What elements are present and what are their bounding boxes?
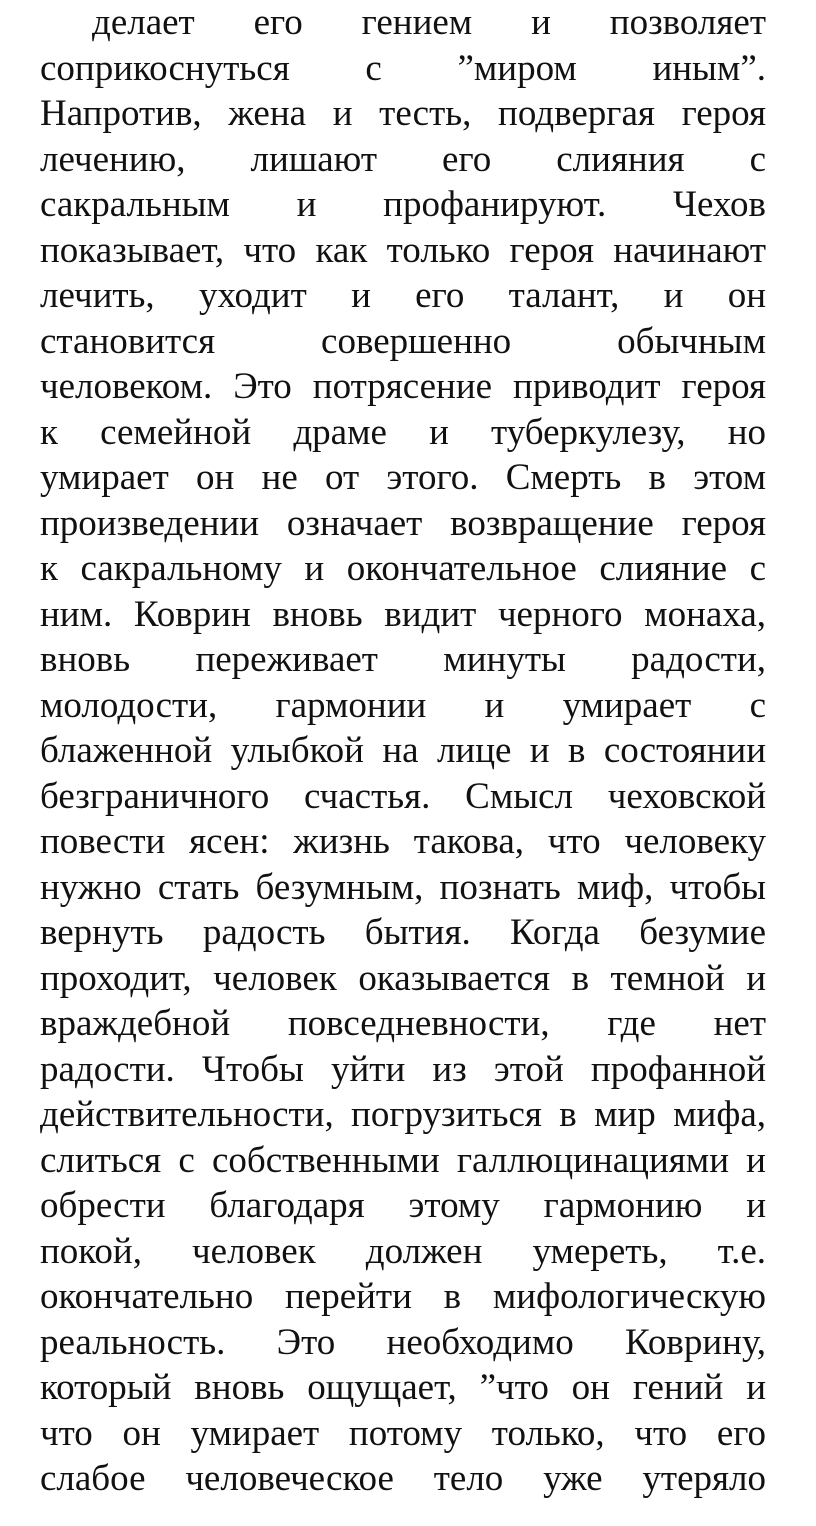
text-line: человеком. Это потрясение приводит героя (40, 366, 766, 407)
text-line: что он умирает потому только, что его (40, 1412, 766, 1454)
text-line: сакральным и профанируют. Чехов (40, 184, 766, 225)
text-line: враждебной повседневности, где нет (40, 1003, 766, 1044)
text-line: становится совершенно обычным (40, 320, 766, 362)
text-line: молодости, гармонии и умирает с (40, 684, 766, 726)
paragraph (40, 0, 766, 1502)
text-line: к семейной драме и туберкулезу, но (40, 411, 766, 453)
text-line: к сакральному и окончательное слияние с (40, 548, 766, 589)
text-line: безграничного счастья. Смысл чеховской (40, 775, 766, 817)
text-line: Напротив, жена и тесть, подвергая героя (40, 93, 766, 134)
text-line: покой, человек должен умереть, т.е. (40, 1230, 766, 1272)
text-line: радости. Чтобы уйти из этой профанной (40, 1048, 766, 1090)
text-line: слабое человеческое тело уже утеряло (40, 1458, 766, 1499)
text-line: ним. Коврин вновь видит черного монаха, (40, 593, 766, 635)
text-line: слиться с собственными галлюцинациями и (40, 1139, 766, 1181)
text-line: проходит, человек оказывается в темной и (40, 957, 766, 999)
text-line: действительности, погрузиться в мир мифа, (40, 1094, 766, 1135)
text-line: делает его гением и позволяет (92, 2, 766, 43)
text-line: показывает, что как только героя начинают (40, 229, 766, 271)
text-line: соприкоснуться с ”миром иным”. (40, 47, 766, 89)
text-line: лечить, уходит и его талант, и он (40, 275, 766, 316)
text-line: который вновь ощущает, ”что он гений и (40, 1367, 766, 1408)
text-line: нужно стать безумным, познать миф, чтобы (40, 866, 766, 908)
text-line: лечению, лишают его слияния с (40, 138, 766, 180)
text-line: вернуть радость бытия. Когда безумие (40, 912, 766, 953)
text-line: умирает он не от этого. Смерть в этом (40, 457, 766, 498)
text-line: обрести благодаря этому гармонию и (40, 1185, 766, 1226)
text-line: блаженной улыбкой на лице и в состоянии (40, 730, 766, 771)
text-line: окончательно перейти в мифологическую (40, 1276, 766, 1317)
text-line: вновь переживает минуты радости, (40, 639, 766, 680)
text-line: произведении означает возвращение героя (40, 502, 766, 544)
text-line: повести ясен: жизнь такова, что человеку (40, 821, 766, 862)
text-line: реальность. Это необходимо Коврину, (40, 1321, 766, 1363)
